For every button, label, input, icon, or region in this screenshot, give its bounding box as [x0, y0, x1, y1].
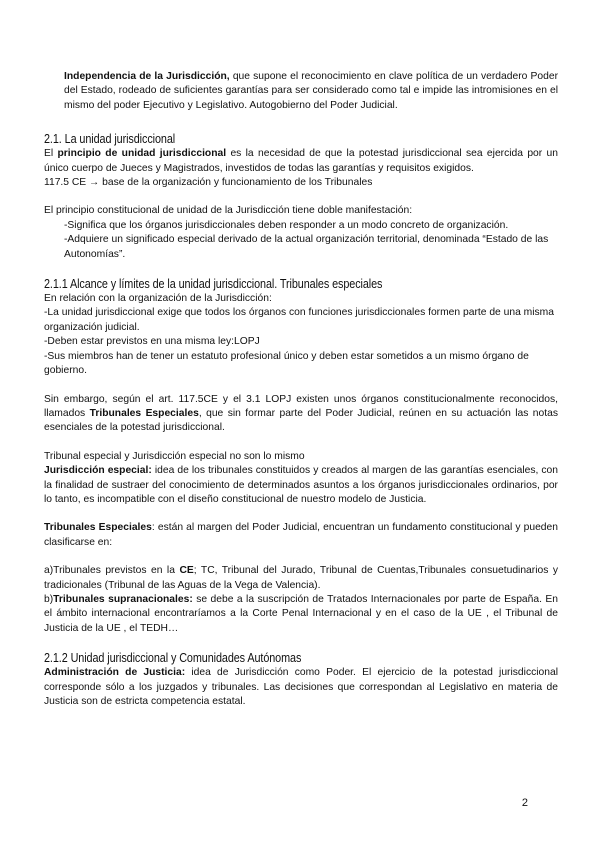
ted-bold: Tribunales Especiales	[44, 522, 152, 534]
section-2-1-1-heading: 2.1.1 Alcance y límites de la unidad jurisdiccional. Tribunales especiales	[44, 276, 383, 292]
b-bold: Tribunales supranacionales:	[53, 593, 193, 605]
unidad-bold: principio de unidad jurisdiccional	[57, 148, 227, 160]
page-number: 2	[521, 797, 528, 809]
unidad-post: es la necesidad de que la potestad jurisdiccional sea ejercida por un único cuerpo de Jueces y Magistrados, investidos de todas las garantías y requisitos exigidos.	[44, 148, 558, 174]
document-page	[44, 70, 558, 709]
section-2-1-heading: 2.1. La unidad jurisdiccional	[44, 131, 176, 147]
section-2-1-2-heading: 2.1.2 Unidad jurisdiccional y Comunidades Autónomas	[44, 650, 302, 666]
intro-text: que supone el reconocimiento en clave política de un verdadero Poder del Estado, rodeado de suficientes garantías para ser considerado como tal e impide las intromisiones en el mismo del poder Ejecutivo y Legislativo. Autogobierno del Poder Judicial.	[64, 71, 559, 111]
tribunales-supranacionales-item	[44, 593, 558, 636]
aj-bold: Administración de Justicia:	[44, 667, 186, 679]
list-item: -La unidad jurisdiccional exige que todos los órganos con funciones jurisdiccionales formen parte de una misma organización judicial.	[44, 307, 554, 333]
no-son-lo-mismo: Tribunal especial y Jurisdicción especial no son lo mismo	[44, 450, 305, 462]
jurisdiccion-especial-paragraph	[44, 464, 558, 507]
administracion-justicia-paragraph	[44, 666, 558, 709]
b-post: se debe a la suscripción de Tratados Internacionales por parte de España. En el ámbito internacional encontraríamos a la Corte Penal Internacional y en el caso de la UE , el Tribunal de Justicia de la UE , el TEDH…	[44, 593, 558, 634]
unidad-paragraph	[44, 147, 558, 176]
ted-text: : están al margen del Poder Judicial, encuentran un fundamento constitucional y pueden clasificarse en:	[44, 522, 558, 548]
intro-paragraph	[64, 70, 558, 113]
list-item: -Adquiere un significado especial derivado de la actual organización territorial, denominada “Estado de las Autonomías”.	[64, 234, 549, 260]
a-post: ; TC, Tribunal del Jurado, Tribunal de Cuentas,Tribunales consuetudinarios y tradicionales (Tribunal de las Aguas de la Vega de Valencia).	[44, 565, 559, 591]
a-bold: CE	[179, 565, 194, 577]
unidad-pre: El	[44, 148, 58, 160]
list-item: -Deben estar previstos en una misma ley:LOPJ	[44, 336, 260, 348]
list-item: -Significa que los órganos jurisdiccionales deben responder a un modo concreto de organización.	[64, 219, 509, 231]
list-item: -Sus miembros han de tener un estatuto profesional único y deben estar sometidos a un mismo órgano de gobierno.	[44, 350, 529, 377]
je-bold: Jurisdicción especial:	[44, 465, 152, 477]
tribunales-especiales-def	[44, 521, 558, 550]
b-pre: b)	[44, 593, 54, 605]
ce-reference: 117.5 CE → base de la organización y funcionamiento de los Tribunales	[44, 177, 373, 189]
te-post: , que sin formar parte del Poder Judicial, reúnen en su actuación las notas esenciales de la potestad jurisdiccional.	[44, 407, 558, 434]
doble-manifestacion: El principio constitucional de unidad de la Jurisdicción tiene doble manifestación:	[44, 205, 413, 217]
aj-text: idea de Jurisdicción como Poder. El ejercicio de la potestad jurisdiccional corresponde sólo a los juzgados y tribunales. Las decisiones que correspondan al Legislativo en materia de Justicia son de estricta competencia estatal.	[44, 667, 558, 707]
te-bold: Tribunales Especiales	[89, 407, 199, 419]
intro-bold: Independencia de la Jurisdicción,	[64, 71, 230, 82]
organizacion-line: En relación con la organización de la Jurisdicción:	[44, 293, 272, 305]
a-pre: a)Tribunales previstos en la	[44, 565, 180, 577]
intro-block	[64, 70, 558, 113]
tribunales-ce-item	[44, 564, 558, 593]
te-pre: Sin embargo, según el art. 117.5CE y el 3.1 LOPJ existen unos órganos constitucionalmente reconocidos, llamados	[44, 393, 558, 419]
je-text: idea de los tribunales constituidos y creados al margen de las garantías esenciales, con la finalidad de sustraer del conocimiento de determinados asuntos a los órganos jurisdiccionales ordinarios, por lo tanto, es incompatible con el diseño constitucional de nuestro modelo de Justicia.	[44, 465, 558, 505]
tribunales-especiales-paragraph	[44, 393, 558, 436]
